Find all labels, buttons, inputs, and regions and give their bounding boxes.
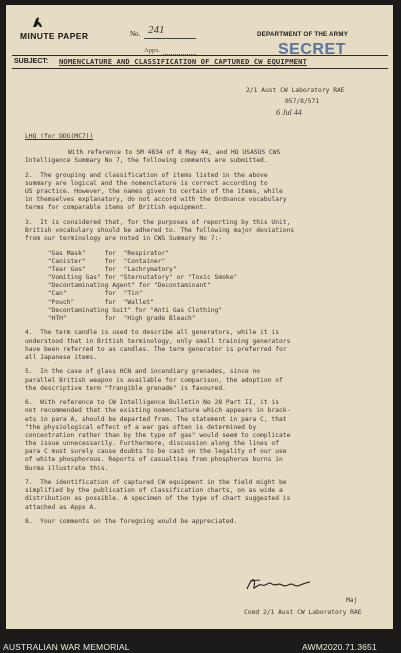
memo-addressee: LHQ (for DDG(MC7)) bbox=[25, 133, 94, 140]
memo-body-line: simplified by the publication of classification charts, on as wide a bbox=[25, 487, 283, 495]
memo-body-line: "Gas Mask" for "Respirator" bbox=[25, 249, 170, 257]
memo-body-line: terms for comparable items of British equipment. bbox=[25, 204, 207, 212]
kangaroo-logo-icon bbox=[30, 15, 44, 29]
memo-body-line: With reference to SM 4834 of 8 May 44, and HQ USASOS CWS bbox=[68, 149, 281, 156]
memo-from: 2/1 Aust CW Laboratory RAE bbox=[246, 87, 345, 94]
minute-paper-sheet bbox=[6, 5, 393, 629]
memo-body-line: Burma illustrate this. bbox=[25, 464, 109, 472]
memo-body-line: "Can" for "Tin" bbox=[25, 290, 143, 298]
memo-body-line: "the physiological effect of a war gas often is determined by bbox=[25, 423, 257, 431]
subject-text: NOMENCLATURE AND CLASSIFICATION OF CAPTURED CW EQUIPMENT bbox=[59, 57, 307, 66]
header-rule-top bbox=[12, 55, 388, 56]
memo-body-line: 4. The term candle is used to describe all generators, while it is bbox=[25, 329, 280, 337]
memo-body-line: para C must surely cause doubts to be cast on the legality of our use bbox=[25, 448, 287, 456]
memo-body-line: "Canister" for "Container" bbox=[25, 257, 166, 265]
memo-body-line: in themselves explanatory, do not accord with the Ordnance vocabulary bbox=[25, 196, 287, 204]
signatory-title: Comd 2/1 Aust CW Laboratory RAE bbox=[244, 609, 362, 616]
memo-body-line: the issue unnecessarily. Furthermore, discussion along the lines of bbox=[25, 440, 280, 448]
memo-body-line: summary are logical and the nomenclature is correct according to bbox=[25, 179, 268, 187]
memo-body-line: of white phosphorous. Reports of casualties from phosphorus burns in bbox=[25, 456, 283, 464]
memo-body-line: 6. With reference to CW Intelligence Bulletin No 28 Part II, it is bbox=[25, 399, 280, 407]
number-value: 241 bbox=[148, 24, 165, 36]
department-heading: DEPARTMENT OF THE ARMY bbox=[257, 31, 349, 38]
subject-label: SUBJECT: bbox=[14, 58, 49, 65]
memo-reference: 057/8/571 bbox=[285, 98, 320, 105]
footer-institution: AUSTRALIAN WAR MEMORIAL bbox=[3, 642, 130, 652]
memo-body-line: 8. Your comments on the foregoing would be appreciated. bbox=[25, 518, 238, 526]
appx-label: Appx. bbox=[144, 47, 161, 54]
memo-body-line: ets in para A, should be departed from. The statement in para C, that bbox=[25, 415, 287, 423]
header-rule-bottom bbox=[12, 68, 388, 69]
memo-body-line: concentration rather than by the type of gas" would seem to complicate bbox=[25, 431, 291, 439]
memo-body-line: US practice. However, the names given to certain of the items, while bbox=[25, 188, 283, 195]
memo-body-line: 3. It is considered that, for the purposes of reporting by this Unit, bbox=[25, 218, 291, 226]
memo-body-line: 7. The identification of captured CW equipment in the field might be bbox=[25, 479, 287, 487]
memo-body-line: from our terminology are noted in CWS Summary No 7:- bbox=[25, 235, 223, 243]
form-title: MINUTE PAPER bbox=[20, 31, 89, 41]
memo-body-line: "Decontaminating Agent" for "Decontaminant" bbox=[25, 282, 211, 290]
memo-body-line: not recommended that the existing nomenclature which appears in brack- bbox=[25, 407, 291, 415]
memo-body-line: 5. In the case of glass HCN and incendiary grenades, since no bbox=[25, 368, 261, 376]
footer-accession-number: AWM2020.71.3651 bbox=[302, 642, 377, 652]
secret-stamp: SECRET bbox=[278, 41, 346, 58]
memo-body-line: "Pouch" for "Wallet" bbox=[25, 298, 154, 306]
number-underline bbox=[144, 38, 196, 39]
memo-body-line: have been referred to as candles. The term generator is preferred for bbox=[25, 345, 287, 353]
memo-body-line: "HTH" for "High grade Bleach" bbox=[25, 314, 196, 322]
memo-body-line: distribution as possible. A specimen of the type of chart suggested is bbox=[25, 495, 291, 503]
memo-body-line: Intelligence Summary No 7, the following comments are submitted. bbox=[25, 157, 268, 165]
memo-body-line: understood that in British terminology, only small training generators bbox=[25, 337, 291, 345]
memo-date: 6 Jul 44 bbox=[276, 108, 302, 117]
memo-body-line: "Vomiting Gas" for "Sternutatory" or "Toxic Smoke" bbox=[25, 274, 238, 282]
signature bbox=[244, 573, 314, 595]
memo-body-line: British vocabulary should be adhered to. The following major deviations bbox=[25, 227, 295, 234]
memo-body-line: "Tear Gas" for "Lachrymatory" bbox=[25, 266, 177, 273]
memo-body-line: all Japanese items. bbox=[25, 353, 98, 361]
signatory-rank: Maj bbox=[346, 597, 358, 604]
memo-body-line: 2. The grouping and classification of items listed in the above bbox=[25, 171, 268, 179]
memo-body-line: attached as Appx A. bbox=[25, 503, 98, 511]
memo-body-line: parallel British weapon is available for comparison, the adoption of bbox=[25, 376, 283, 384]
number-label: No. bbox=[130, 30, 141, 38]
memo-body-line: "Decontaminating Suit" for "Anti Gas Clothing" bbox=[25, 306, 223, 314]
memo-body-line: the descriptive term "frangible grenade" is favoured. bbox=[25, 384, 226, 392]
